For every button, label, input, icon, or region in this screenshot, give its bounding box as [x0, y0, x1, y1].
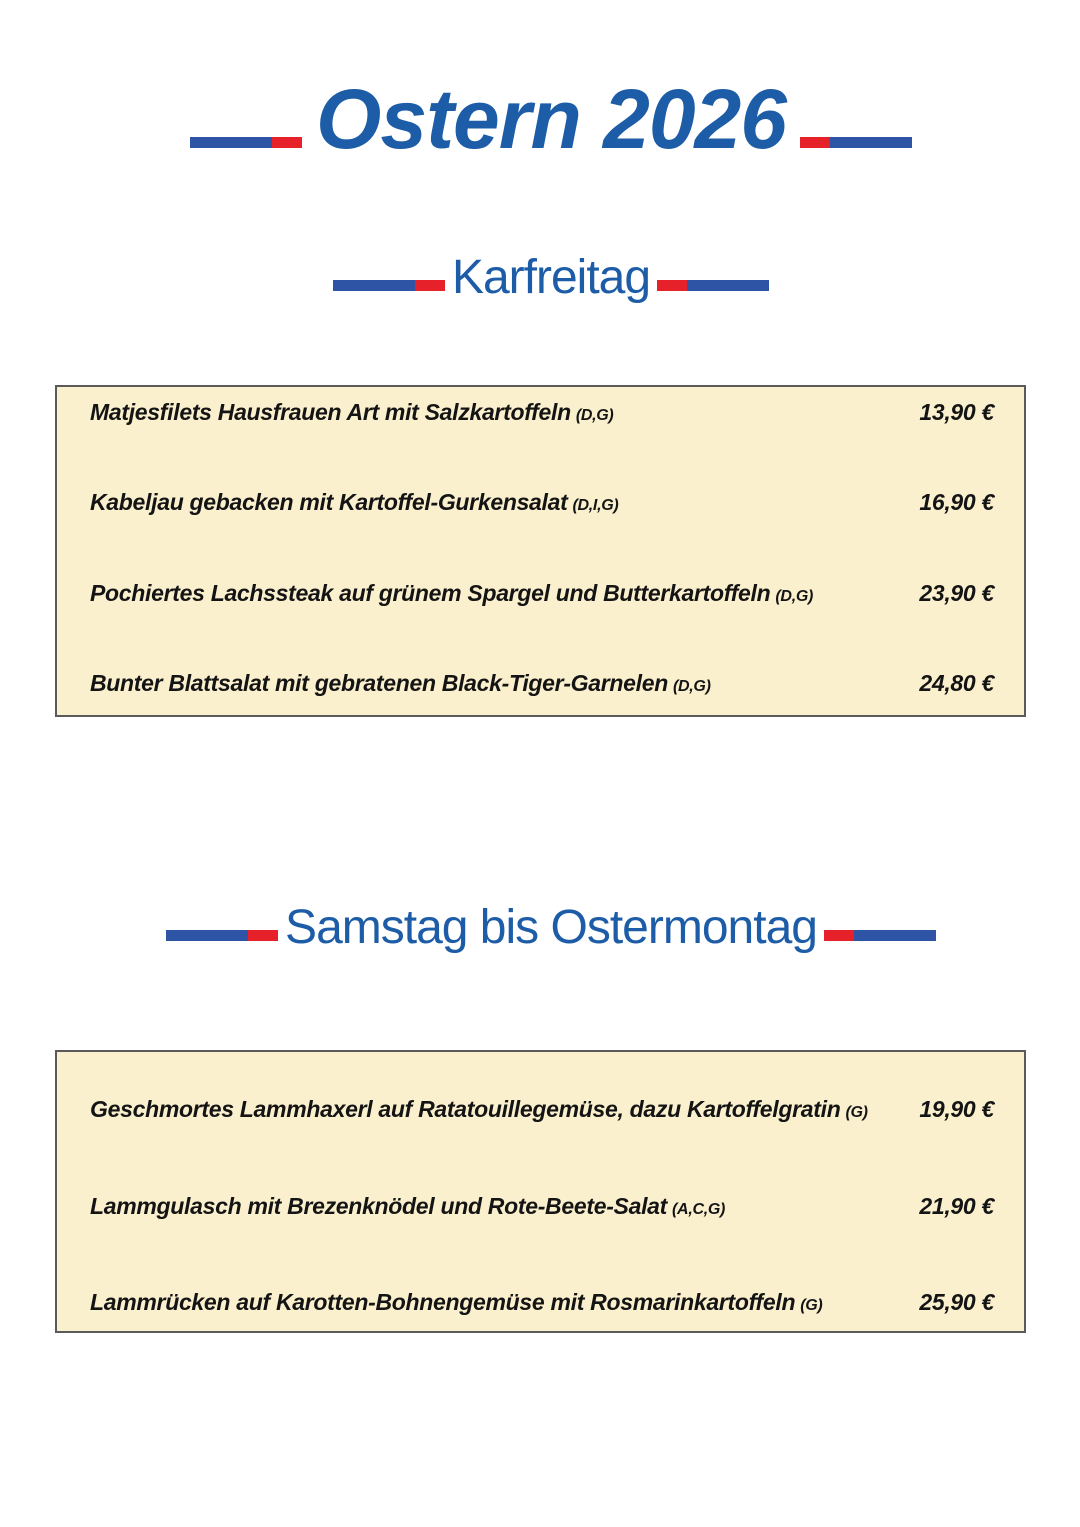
dish-price: 13,90 € [919, 399, 994, 425]
allergen-codes: (A,C,G) [672, 1200, 726, 1218]
dish-name: Geschmortes Lammhaxerl auf Ratatouillegemüse, dazu Kartoffelgratin [90, 1096, 841, 1122]
dish-name: Lammrücken auf Karotten-Bohnengemüse mit Rosmarinkartoffeln [90, 1289, 796, 1315]
menu-section-box-ostermontag [55, 1050, 1026, 1333]
rule-segment-blue [190, 137, 272, 148]
dish-price: 23,90 € [919, 579, 994, 606]
dish-name: Matjesfilets Hausfrauen Art mit Salzkartoffeln [90, 399, 571, 425]
allergen-codes: (D,G) [575, 407, 614, 424]
rule-segment-blue [687, 280, 769, 291]
page-title: Ostern 2026 [316, 72, 786, 166]
menu-item-row [90, 1193, 994, 1220]
rule-segment-blue [854, 930, 936, 941]
menu-item-row [90, 670, 994, 697]
rule-segment-blue [830, 137, 912, 148]
section-heading-row-ostermontag [11, 901, 1080, 954]
section-heading: Karfreitag [451, 251, 651, 304]
rule-segment-red [824, 930, 854, 941]
menu-item-row [90, 489, 994, 516]
section-heading-row-karfreitag [11, 251, 1080, 304]
menu-section-box-karfreitag [55, 385, 1026, 717]
rule-segment-blue [166, 930, 248, 941]
title-rule-right [800, 137, 912, 148]
dish [90, 399, 613, 426]
menu-item-row [90, 399, 994, 426]
dish [90, 1096, 868, 1123]
rule-segment-red [248, 930, 278, 941]
dish-name: Kabeljau gebacken mit Kartoffel-Gurkensalat [90, 489, 568, 516]
dish [90, 670, 711, 697]
dish-price: 25,90 € [919, 1289, 994, 1315]
dish-price: 21,90 € [919, 1192, 994, 1219]
dish-price: 19,90 € [919, 1096, 994, 1122]
menu-item-row [90, 1096, 994, 1123]
dish-price: 16,90 € [919, 489, 994, 516]
dish-price: 24,80 € [919, 669, 994, 696]
allergen-codes: (D,G) [775, 587, 814, 605]
dish-name: Pochiertes Lachssteak auf grünem Spargel und Butterkartoffeln [90, 579, 771, 606]
section-heading: Samstag bis Ostermontag [285, 901, 817, 954]
heading-rule-right [824, 930, 936, 941]
dish-name: Bunter Blattsalat mit gebratenen Black-Tiger-Garnelen [90, 669, 668, 696]
allergen-codes: (G) [845, 1104, 868, 1121]
heading-rule-left [333, 280, 445, 291]
title-rule-left [190, 137, 302, 148]
dish [90, 1289, 822, 1316]
dish-name: Lammgulasch mit Brezenknödel und Rote-Beete-Salat [90, 1192, 668, 1219]
dish [90, 1193, 725, 1220]
heading-rule-left [166, 930, 278, 941]
allergen-codes: (D,I,G) [572, 497, 619, 515]
menu-item-row [90, 1289, 994, 1316]
rule-segment-red [800, 137, 830, 148]
rule-segment-red [657, 280, 687, 291]
rule-segment-red [272, 137, 302, 148]
allergen-codes: (G) [800, 1297, 823, 1314]
allergen-codes: (D,G) [673, 677, 711, 695]
dish [90, 489, 618, 516]
dish [90, 580, 813, 607]
rule-segment-blue [333, 280, 415, 291]
heading-rule-right [657, 280, 769, 291]
menu-item-row [90, 580, 994, 607]
rule-segment-red [415, 280, 445, 291]
title-row [11, 72, 1080, 166]
